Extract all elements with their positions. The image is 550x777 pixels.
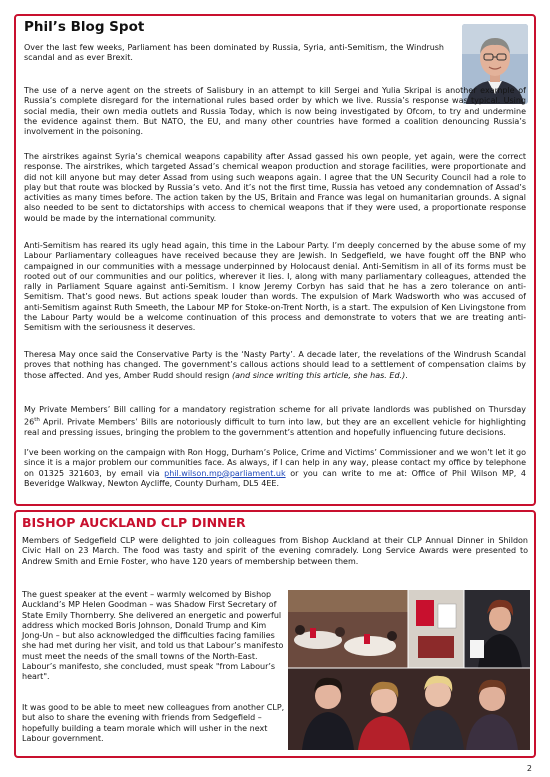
dinner-photo-collage	[288, 590, 530, 750]
blog-paragraph-landlords	[24, 405, 526, 439]
contact-text-b: or you can write to me at: Office of Phil Wilson MP, 4 Beveridge Walkway, Newton Aycliffe, County Durham, DL5 4EE.	[24, 468, 526, 488]
blog-heading: Phil’s Blog Spot	[24, 19, 145, 35]
blog-paragraph-contact	[24, 448, 526, 489]
editor-note: (and since writing this article, she has. Ed.)	[232, 370, 406, 380]
blog-paragraph-syria: The airstrikes against Syria’s chemical weapons capability after Assad gassed his own people, yet again, were the correct response. The airstrikes, which targeted Assad’s chemical weapon production and storage facilities, were proportionate and did not kill anyone but may deter Assad from using such weapons again. I agree that the UN Security Council had a role to play but that route was blocked by Russia’s veto. And it’s not the first time, Russia has vetoed any condemnation of Assad’s activities as many times before. The action taken by the US, Britain and France was legal on humanitarian grounds. A signal also needed to be sent to dictatorships with access to chemical weapons that if they were used, a proportionate response would be made by the international community.	[24, 152, 526, 223]
blog-section	[14, 14, 536, 506]
date-ordinal: th	[34, 417, 40, 424]
dinner-section	[14, 510, 536, 758]
dinner-paragraph-closing: It was good to be able to meet new colleagues from another CLP, but also to share the evening with friends from Sedgefield – hopefully building a team morale which will usher in the next Labour government.	[22, 703, 285, 743]
blog-paragraph-windrush	[24, 350, 526, 381]
dinner-heading: BISHOP AUCKLAND CLP DINNER	[22, 515, 246, 530]
blog-paragraph-intro: Over the last few weeks, Parliament has been dominated by Russia, Syria, anti-Semitism, the Windrush scandal and as ever Brexit.	[24, 43, 444, 63]
dinner-paragraph-speaker: The guest speaker at the event – warmly welcomed by Bishop Auckland’s MP Helen Goodman – was Shadow First Secretary of State Emily Thornberry. She delivered an energetic and powerful address which mocked Boris Johnson, Donald Trump and Kim Jong-Un – but also acknowledged the difficulties facing families she had met during her visit, and told us that Labour’s manifesto must meet the needs of the small towns of the North-East. Labour’s manifesto, she concluded, must speak "from Labour’s heart".	[22, 590, 284, 682]
landlords-text-a: My Private Members’ Bill calling for a mandatory registration scheme for all private landlords was published on Thursday 26	[24, 405, 526, 427]
contact-text-a: I’ve been working on the campaign with Ron Hogg, Durham’s Police, Crime and Victims’ Commissioner and we won’t let it go since it is a major problem our communities face. As always, if I can help in any way, please contact my office by telephone on 01325 321603, by email via	[24, 448, 527, 478]
blog-paragraph-russia: The use of a nerve agent on the streets of Salisbury in an attempt to kill Sergei and Yulia Skripal is another example of Russia’s complete disregard for the international rules based order by which we live. Russia’s response was typical. Using social media, their own media outlets and Russia Today, which is now being investigated by Ofcom, to try and undermine the evidence against them. But NATO, the EU, and many other countries have formed a coalition denouncing Russia’s involvement in the poisoning.	[24, 86, 526, 137]
windrush-end: .	[405, 370, 408, 380]
blog-paragraph-antisemitism: Anti-Semitism has reared its ugly head again, this time in the Labour Party. I’m deeply concerned by the abuse some of my Labour Parliamentary colleagues have received because they are Jewish. In Sedgefield, we have fought off the BNP who campaigned in our communities with a message underpinned by Holocaust denial. Anti-Semitism in all of its forms must be rooted out of our communities and our politics, wherever it lies. I, along with many parliamentary colleagues, attended the rally in Parliament Square against anti-Semitism. I know Jeremy Corbyn has said that he has a zero tolerance on anti-Semitism. That’s good news. But actions speak louder than words. The expulsion of Mark Wadsworth who was accused of anti-Semitism against Ruth Smeeth, the Labour MP for Stoke-on-Trent North, is a start. The expulsion of Ken Livingstone from the Labour Party would be a welcome continuation of this process and demonstrate to voters that we are treating anti-Semitism with the seriousness it deserves.	[24, 241, 526, 333]
page-number: 2	[526, 764, 532, 773]
dinner-paragraph-intro: Members of Sedgefield CLP were delighted to join colleagues from Bishop Auckland at their CLP Annual Dinner in Shildon Civic Hall on 23 March. The food was tasty and spirit of the evening comradely. Long Service Awards were presented to Andrew Smith and Ernie Foster, who have 120 years of membership between them.	[22, 536, 528, 566]
email-link[interactable]: phil.wilson.mp@parliament.uk	[164, 468, 286, 478]
windrush-text: Theresa May once said the Conservative Party is the ‘Nasty Party’. A decade later, the revelations of the Windrush Scandal proves that nothing has changed. The government’s callous actions should lead to a settlement of compensation claims by those affected. And yes, Amber Rudd should resign	[24, 350, 526, 380]
landlords-text-b: April. Private Members’ Bills are notoriously difficult to turn into law, but they are an excellent vehicle for highlighting real and pressing issues, bringing the problem to the government’s attention and hopefully influencing future decisions.	[24, 417, 526, 438]
